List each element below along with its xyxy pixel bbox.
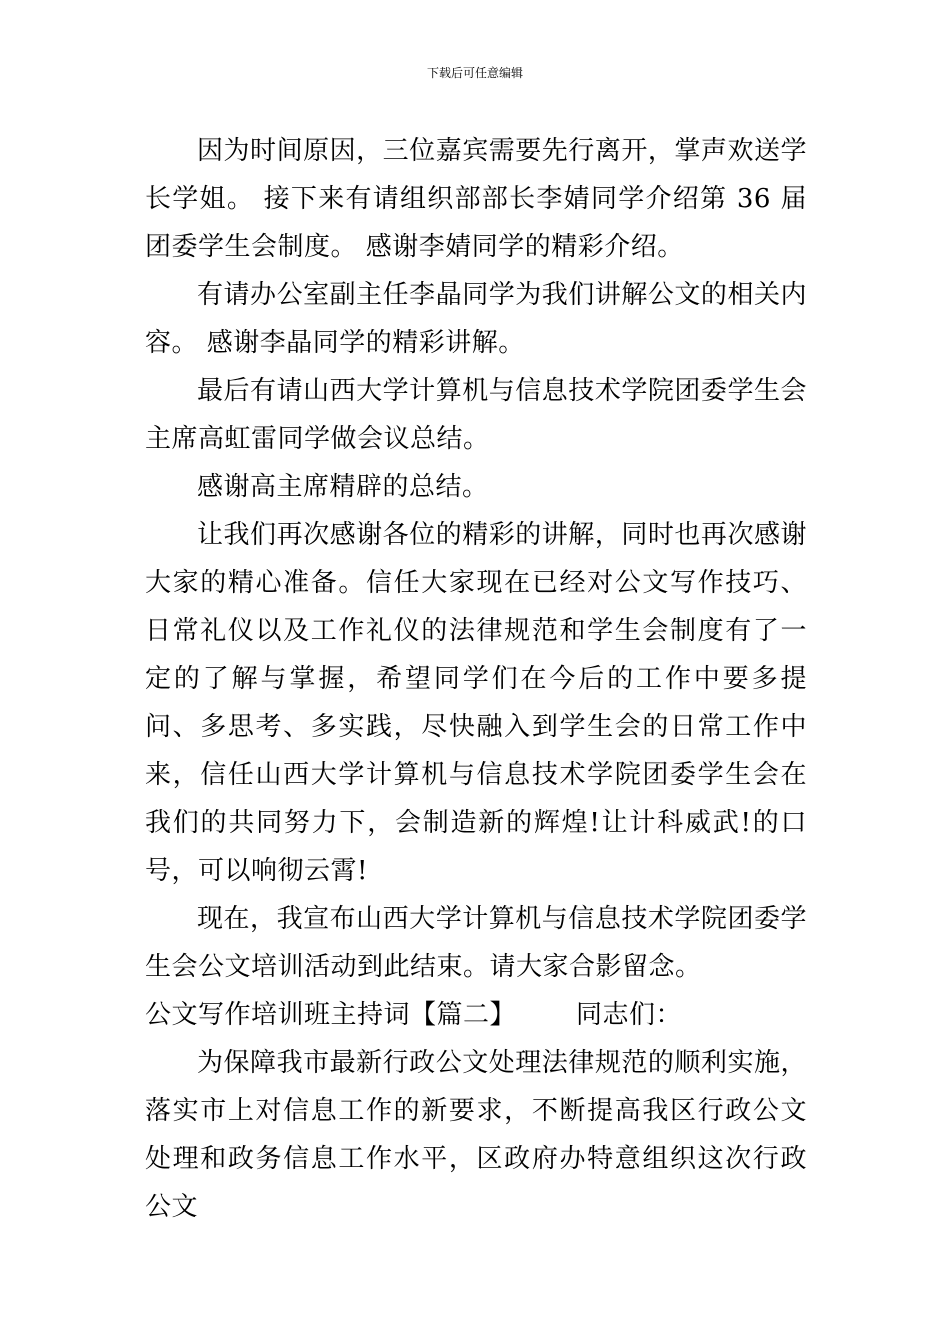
section-salutation: 同志们： bbox=[576, 1000, 683, 1030]
paragraph-guests-leave: 因为时间原因，三位嘉宾需要先行离开，掌声欢送学长学姐。 接下来有请组织部部长李婧同学介绍第 36 届团委学生会制度。 感谢李婧同学的精彩介绍。 bbox=[145, 136, 807, 262]
paragraph-office-lecture: 有请办公室副主任李晶同学为我们讲解公文的相关内容。 感谢李晶同学的精彩讲解。 bbox=[145, 280, 807, 358]
section-heading-line bbox=[145, 991, 807, 1039]
section-title: 公文写作培训班主持词【篇二】 bbox=[145, 1000, 517, 1030]
document-body bbox=[145, 127, 807, 1231]
paragraph-summary-invite: 最后有请山西大学计算机与信息技术学院团委学生会主席高虹雷同学做会议总结。 bbox=[145, 376, 807, 454]
page-header: 下载后可任意编辑 bbox=[426, 66, 523, 80]
paragraph-thanks-chair: 感谢高主席精辟的总结。 bbox=[197, 472, 489, 502]
paragraph-announce-end: 现在，我宣布山西大学计算机与信息技术学院团委学生会公文培训活动到此结束。请大家合影留念。 bbox=[145, 904, 807, 982]
paragraph-section-two-intro: 为保障我市最新行政公文处理法律规范的顺利实施，落实市上对信息工作的新要求，不断提高我区行政公文处理和政务信息工作水平，区政府办特意组织这次行政公文 bbox=[145, 1048, 807, 1222]
paragraph-closing-thanks: 让我们再次感谢各位的精彩的讲解，同时也再次感谢大家的精心准备。信任大家现在已经对公文写作技巧、日常礼仪以及工作礼仪的法律规范和学生会制度有了一定的了解与掌握，希望同学们在今后的工作中要多提问、多思考、多实践，尽快融入到学生会的日常工作中来，信任山西大学计算机与信息技术学院团委学生会在我们的共同努力下，会制造新的辉煌!让计科威武!的口号，可以响彻云霄! bbox=[145, 520, 807, 886]
